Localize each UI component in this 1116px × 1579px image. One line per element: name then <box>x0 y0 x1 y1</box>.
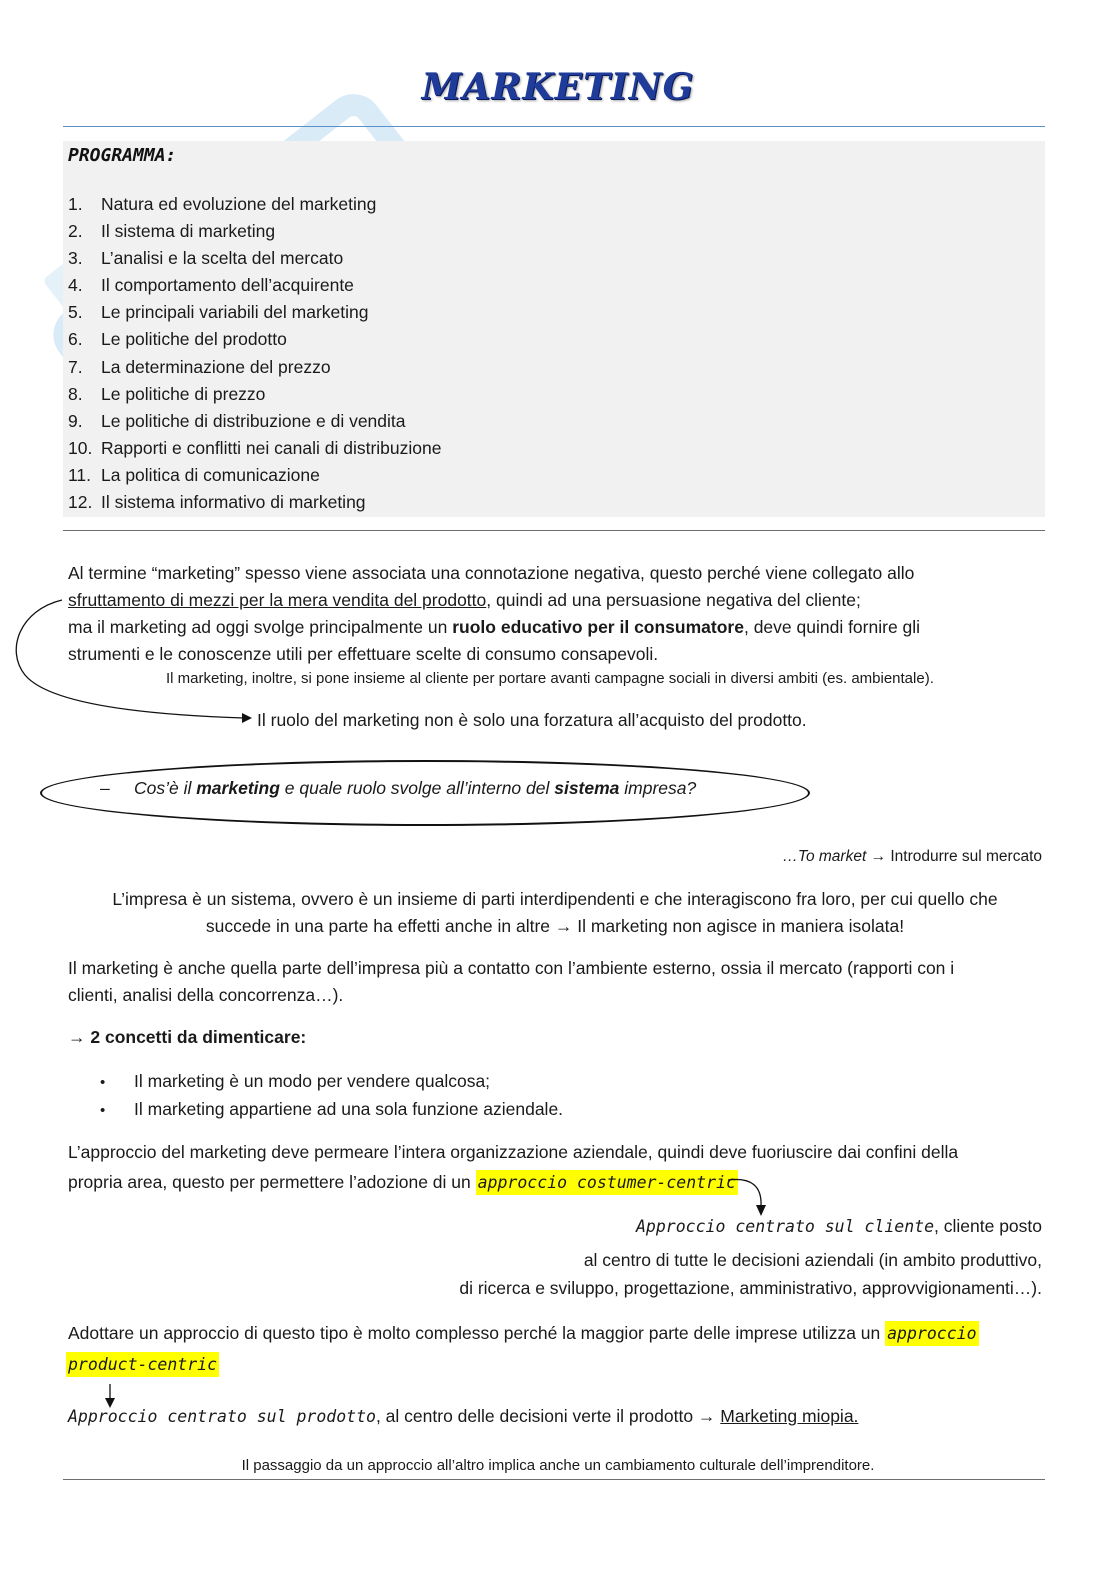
list-item: 12. Il sistema informativo di marketing <box>68 492 366 513</box>
concetti-list <box>100 1067 563 1123</box>
ruolo-statement: Il ruolo del marketing non è solo una forzatura all’acquisto del prodotto. <box>257 710 807 730</box>
esterno-paragraph: Il marketing è anche quella parte dell’impresa più a contatto con l’ambiente esterno, ossia il mercato (rapporti con i clienti, analisi della concorrenza…). <box>68 958 955 1005</box>
to-market-note: …To market → Introdurre sul mercato <box>782 848 1042 865</box>
programma-heading: PROGRAMMA: <box>68 145 177 166</box>
bottom-divider <box>63 1479 1045 1480</box>
highlight-approccio: approccio <box>885 1321 978 1346</box>
approccio-paragraph: L’approccio del marketing deve permeare l’intera organizzazione aziendale, quindi deve fuoriuscire dai confini della propria area, questo per permettere l’adozione di un approccio costumer-centric <box>68 1137 1048 1198</box>
list-item: • Il marketing è un modo per vendere qualcosa; <box>100 1071 491 1091</box>
product-centric-definition: Approccio centrato sul prodotto, al centro delle decisioni verte il prodotto → Marketing miopia. <box>68 1406 859 1426</box>
underlined-text: sfruttamento di mezzi per la mera vendita del prodotto <box>68 590 487 610</box>
list-item: 10. Rapporti e conflitti nei canali di distribuzione <box>68 437 442 458</box>
page-title: MARKETING <box>421 66 695 108</box>
down-arrow-icon <box>726 1172 776 1222</box>
footer-note: Il passaggio da un approccio all’altro implica anche un cambiamento culturale dell’imprenditore. <box>241 1457 875 1474</box>
intro-note: Il marketing, inoltre, si pone insieme al cliente per portare avanti campagne sociali in diversi ambiti (es. ambientale). <box>166 670 934 687</box>
intro-paragraph: Al termine “marketing” spesso viene associata una connotazione negativa, questo perché viene collegato allo sfruttamento di mezzi per la mera vendita del prodotto, quindi ad una persuasione negativa del cliente; ma il marketing ad oggi svolge principalmente un ruolo educativo per il consumatore, deve quindi fornire gli strumenti e le conoscenze utili per effettuare scelte di consumo consapevoli. <box>68 563 921 664</box>
curved-arrow-icon <box>0 590 270 730</box>
product-paragraph: Adottare un approccio di questo tipo è molto complesso perché la maggior parte delle imprese utilizza un approccio <box>68 1320 1048 1347</box>
highlight-costumer-centric: approccio costumer-centric <box>476 1170 738 1195</box>
list-item: 2. Il sistema di marketing <box>68 221 276 242</box>
list-item: 3. L’analisi e la scelta del mercato <box>68 248 344 269</box>
customer-centric-line2: al centro di tutte le decisioni aziendali (in ambito produttivo, <box>583 1250 1042 1270</box>
list-item: 7. La determinazione del prezzo <box>68 356 331 377</box>
list-item: 5. Le principali variabili del marketing <box>68 302 369 323</box>
list-item: 4. Il comportamento dell’acquirente <box>68 275 354 296</box>
impresa-paragraph: L’impresa è un sistema, ovvero è un insieme di parti interdipendenti e che interagiscono fra loro, per cui quello che succede in una parte ha effetti anche in altre → Il marketing non agisce in maniera isolata! <box>112 889 998 936</box>
list-item: 8. Le politiche di prezzo <box>68 383 266 404</box>
programma-list <box>68 191 441 516</box>
product-centric-highlight: product-centric <box>66 1355 219 1375</box>
marketing-miopia-link: Marketing miopia. <box>720 1406 859 1426</box>
question-text: – Cos’è il marketing e quale ruolo svolge all’interno del sistema impresa? <box>100 778 697 798</box>
customer-centric-line3: di ricerca e sviluppo, progettazione, amministrativo, approvvigionamenti…). <box>459 1278 1042 1298</box>
concetti-heading: → 2 concetti da dimenticare: <box>68 1027 307 1047</box>
list-item: 6. Le politiche del prodotto <box>68 329 287 350</box>
list-item: 1. Natura ed evoluzione del marketing <box>68 194 377 214</box>
list-item: • Il marketing appartiene ad una sola funzione aziendale. <box>100 1099 564 1119</box>
customer-centric-definition: Approccio centrato sul cliente, cliente posto <box>636 1216 1042 1236</box>
list-item: 11. La politica di comunicazione <box>68 464 320 485</box>
section-divider <box>63 530 1045 531</box>
list-item: 9. Le politiche di distribuzione e di vendita <box>68 410 406 431</box>
title-rule <box>63 126 1045 127</box>
